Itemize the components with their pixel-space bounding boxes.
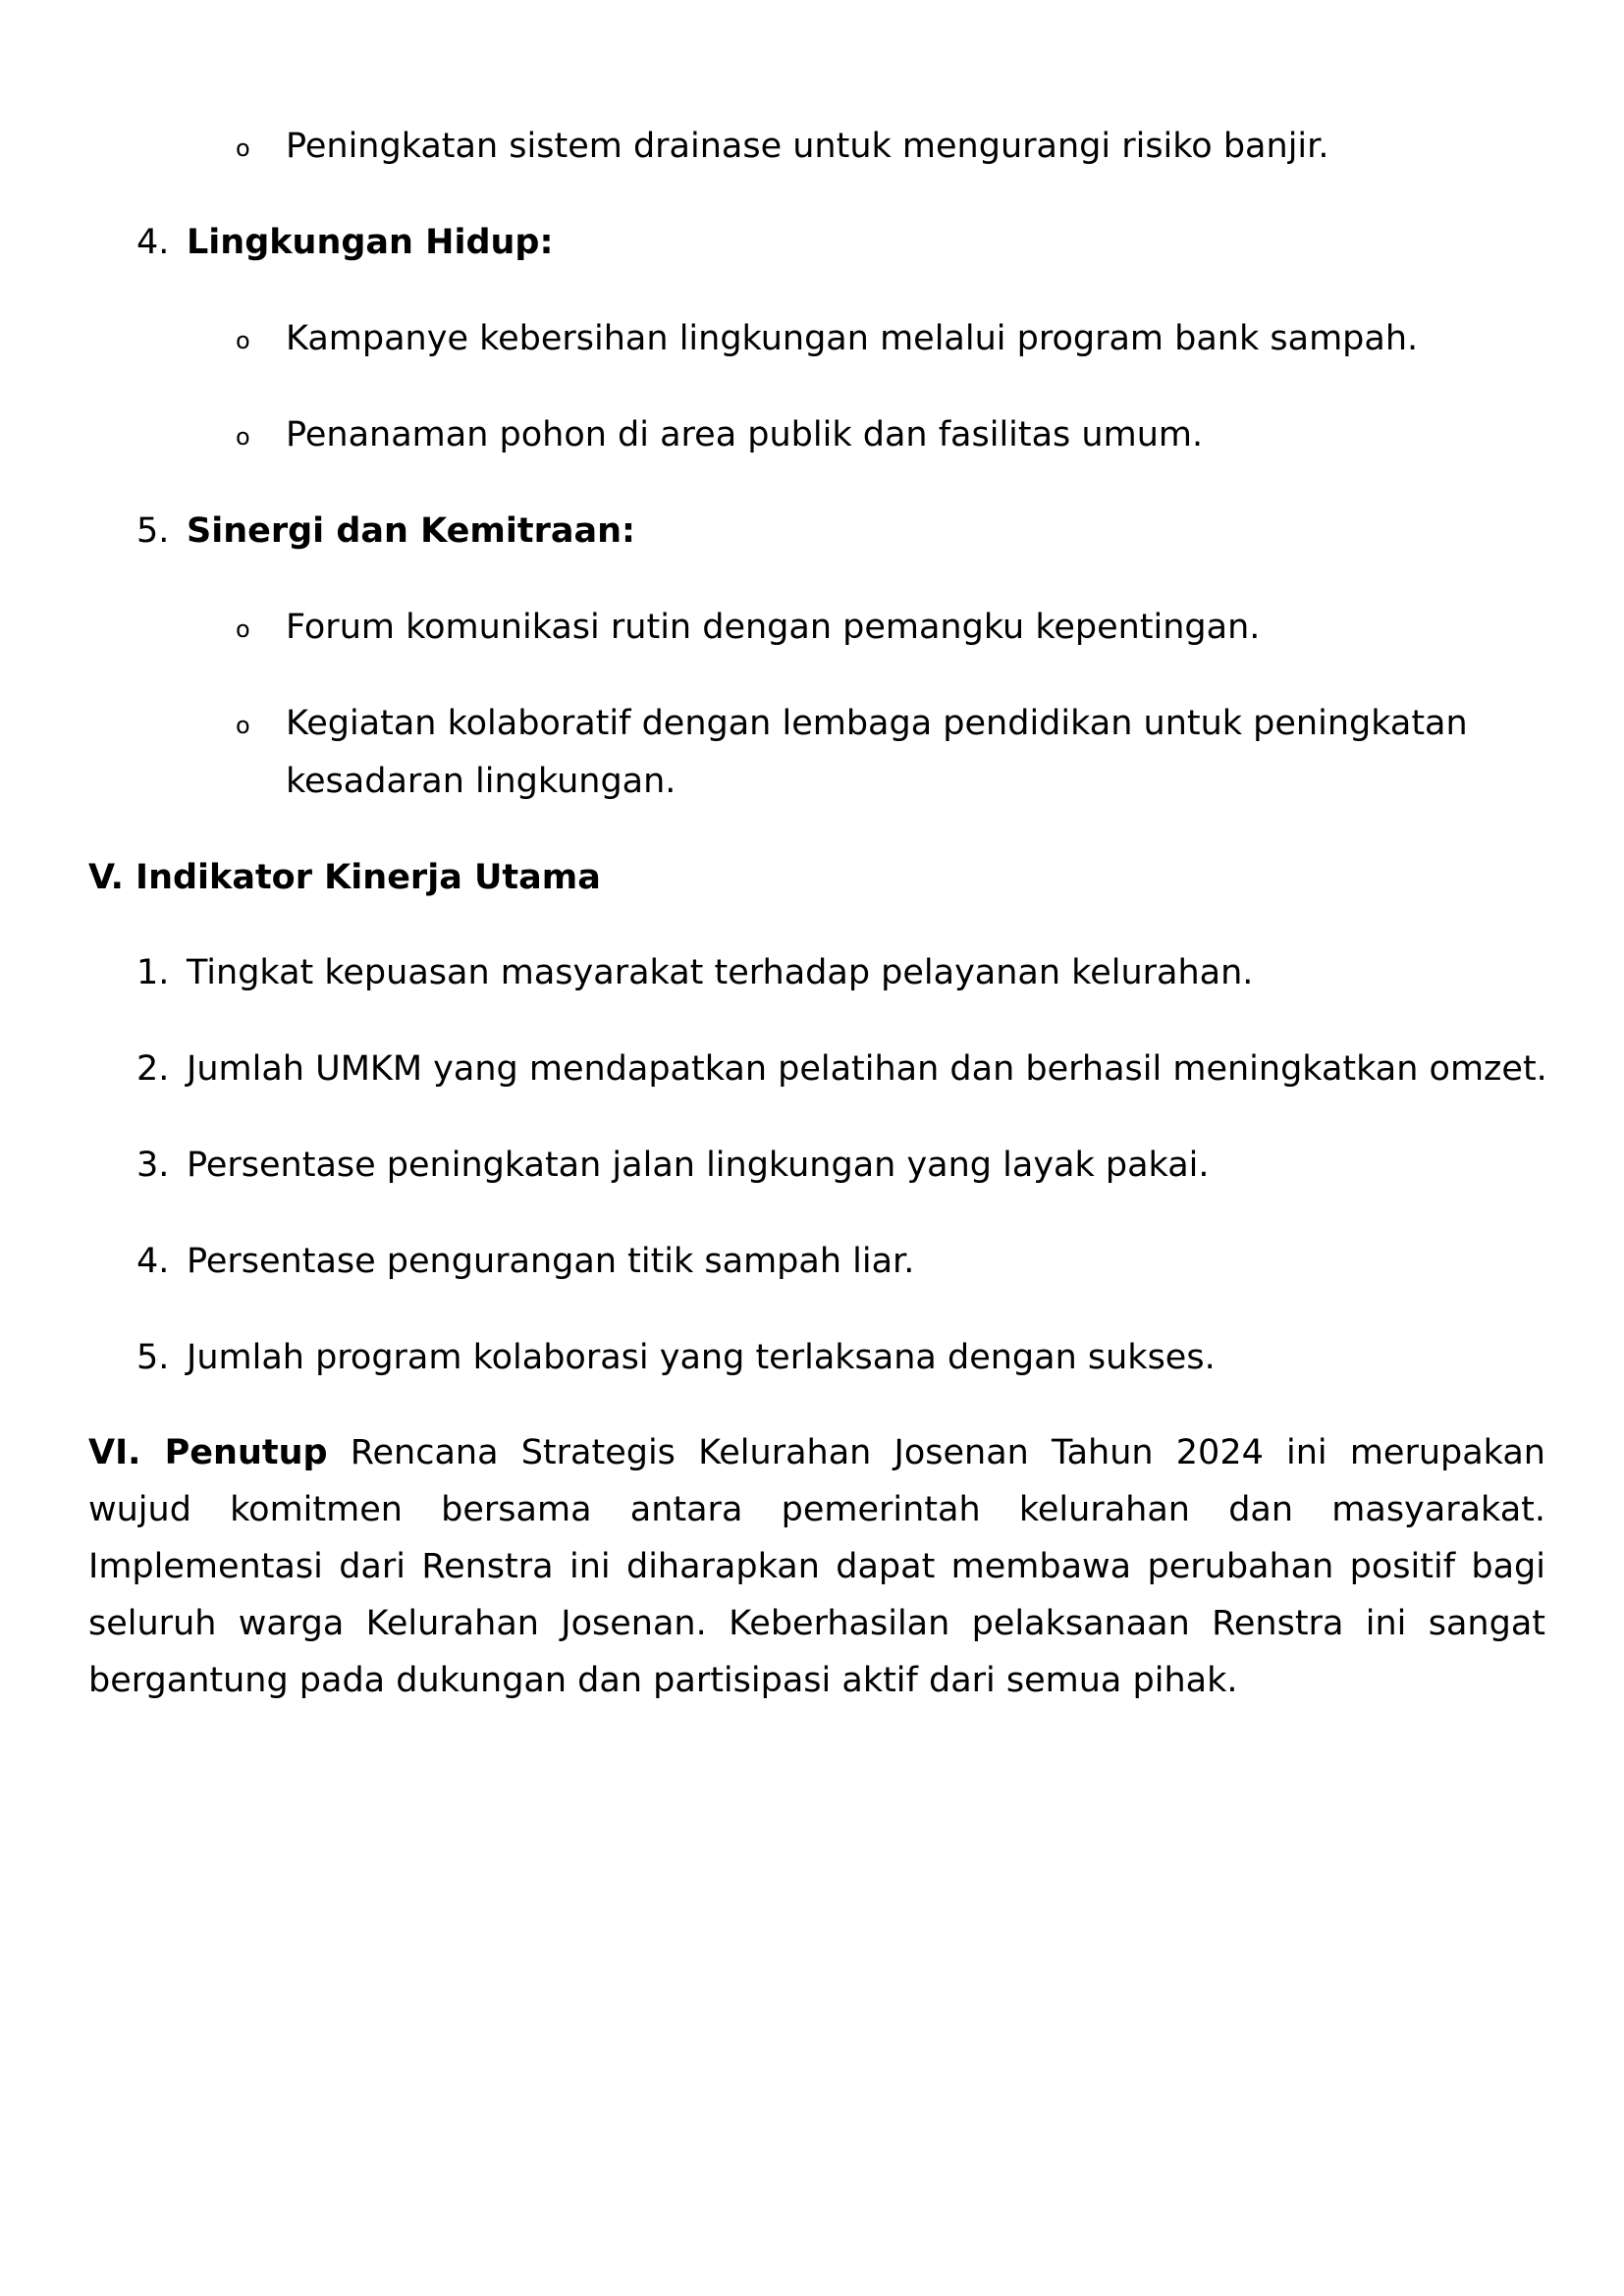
list-item-title: Sinergi dan Kemitraan: (187, 511, 635, 551)
sub-bullet-icon: o (236, 712, 250, 739)
section-heading: V. Indikator Kinerja Utama (88, 858, 601, 897)
list-number: 2. (136, 1049, 170, 1089)
list-number: 3. (136, 1146, 170, 1185)
sub-bullet-icon: o (236, 423, 250, 451)
indicator-text: Persentase peningkatan jalan lingkungan yang layak pakai. (187, 1146, 1210, 1185)
sub-item-text: Forum komunikasi rutin dengan pemangku kepentingan. (286, 608, 1261, 647)
sub-bullet-icon: o (236, 615, 250, 643)
sub-bullet-icon: o (236, 327, 250, 354)
list-item-title: Lingkungan Hidup: (187, 223, 554, 262)
indicator-text: Jumlah UMKM yang mendapatkan pelatihan dan berhasil meningkatkan omzet. (187, 1049, 1547, 1089)
sub-item-text-continued: kesadaran lingkungan. (286, 762, 677, 801)
sub-item-text: Penanaman pohon di area publik dan fasilitas umum. (286, 415, 1204, 454)
list-number: 5. (136, 511, 170, 551)
list-number: 4. (136, 1242, 170, 1281)
sub-item-text: Kampanye kebersihan lingkungan melalui program bank sampah. (286, 319, 1419, 358)
sub-bullet-icon: o (236, 134, 250, 162)
closing-paragraph (88, 1424, 1545, 1709)
closing-body: Rencana Strategis Kelurahan Josenan Tahun 2024 ini merupakan wujud komitmen bersama antara pemerintah kelurahan dan masyarakat. Implementasi dari Renstra ini diharapkan dapat membawa perubahan positif bagi seluruh warga Kelurahan Josenan. Keberhasilan pelaksanaan Renstra ini sangat bergantung pada dukungan dan partisipasi aktif dari semua pihak. (88, 1433, 1545, 1700)
indicator-text: Tingkat kepuasan masyarakat terhadap pelayanan kelurahan. (187, 953, 1254, 992)
indicator-text: Persentase pengurangan titik sampah liar. (187, 1242, 915, 1281)
list-number: 4. (136, 223, 170, 262)
section-heading: VI. Penutup (88, 1433, 328, 1472)
list-number: 5. (136, 1338, 170, 1377)
sub-item-text: Peningkatan sistem drainase untuk mengurangi risiko banjir. (286, 127, 1329, 166)
sub-item-text: Kegiatan kolaboratif dengan lembaga pendidikan untuk peningkatan (286, 704, 1468, 743)
list-number: 1. (136, 953, 170, 992)
indicator-text: Jumlah program kolaborasi yang terlaksana dengan sukses. (187, 1338, 1216, 1377)
